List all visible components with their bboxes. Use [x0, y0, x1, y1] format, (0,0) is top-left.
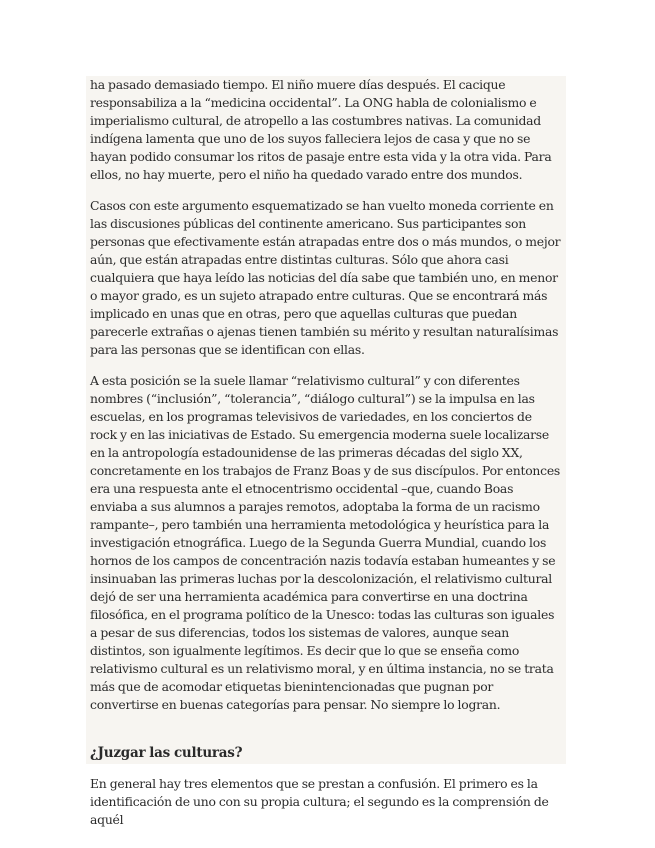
- paragraph-1: ha pasado demasiado tiempo. El niño muere días después. El cacique responsabiliza a la “medicina occidental”. La ONG habla de colonialismo e imperialismo cultural, de atropello a las costumbres nativas. La comunidad indígena lamenta que uno de los suyos falleciera lejos de casa y que no se hayan podido consumar los ritos de pasaje entre esta vida y la otra vida. Para ellos, no hay muerte, pero el niño ha quedado varado entre dos mundos.: [90, 77, 552, 182]
- document-page: [86, 76, 566, 827]
- paragraph-3: A esta posición se la suele llamar “relativismo cultural” y con diferentes nombres (“inclusión”, “tolerancia”, “diálogo cultural”) se la impulsa en las escuelas, en los programas televisivos de variedades, en los conciertos de rock y en las iniciativas de Estado. Su emergencia moderna suele localizarse en la antropología estadounidense de las primeras décadas del siglo XX, concretamente en los trabajos de Franz Boas y de sus discípulos. Por entonces era una respuesta ante el etnocentrismo occidental –que, cuando Boas enviaba a sus alumnos a parajes remotos, adoptaba la forma de un racismo rampante–, pero también una herramienta metodológica y heurística para la investigación etnográfica. Luego de la Segunda Guerra Mundial, cuando los hornos de los campos de concentración nazis todavía estaban humeantes y se insinuaban las primeras luchas por la descolonización, el relativismo cultural dejó de ser una herramienta académica para convertirse en una doctrina filosófica, en el programa político de la Unesco: todas las culturas son iguales a pesar de sus diferencias, todos los sistemas de valores, aunque sean distintos, son igualmente legítimos. Es decir que lo que se enseña como relativismo cultural es un relativismo moral, y en última instancia, no se trata más que de acomodar etiquetas bienintencionadas que pugnan por convertirse en buenas categorías para pensar. No siempre lo logran.: [90, 373, 561, 712]
- article-body: [90, 76, 561, 842]
- paragraph-2: Casos con este argumento esquematizado se han vuelto moneda corriente en las discusiones públicas del continente americano. Sus participantes son personas que efectivamente están atrapadas entre dos o más mundos, o mejor aún, que están atrapadas entre distintas culturas. Sólo que ahora casi cualquiera que haya leído las noticias del día sabe que también uno, en menor o mayor grado, es un sujeto atrapado entre culturas. Que se encontrará más implicado en unas que en otras, pero que aquellas culturas que puedan parecerle extrañas o ajenas tienen también su mérito y resultan naturalísimas para las personas que se identifican con ellas.: [90, 198, 561, 357]
- section-heading: ¿Juzgar las culturas?: [90, 745, 243, 761]
- paragraph-4: En general hay tres elementos que se prestan a confusión. El primero es la identificación de uno con su propia cultura; el segundo es la comprensión de aquél: [90, 776, 549, 827]
